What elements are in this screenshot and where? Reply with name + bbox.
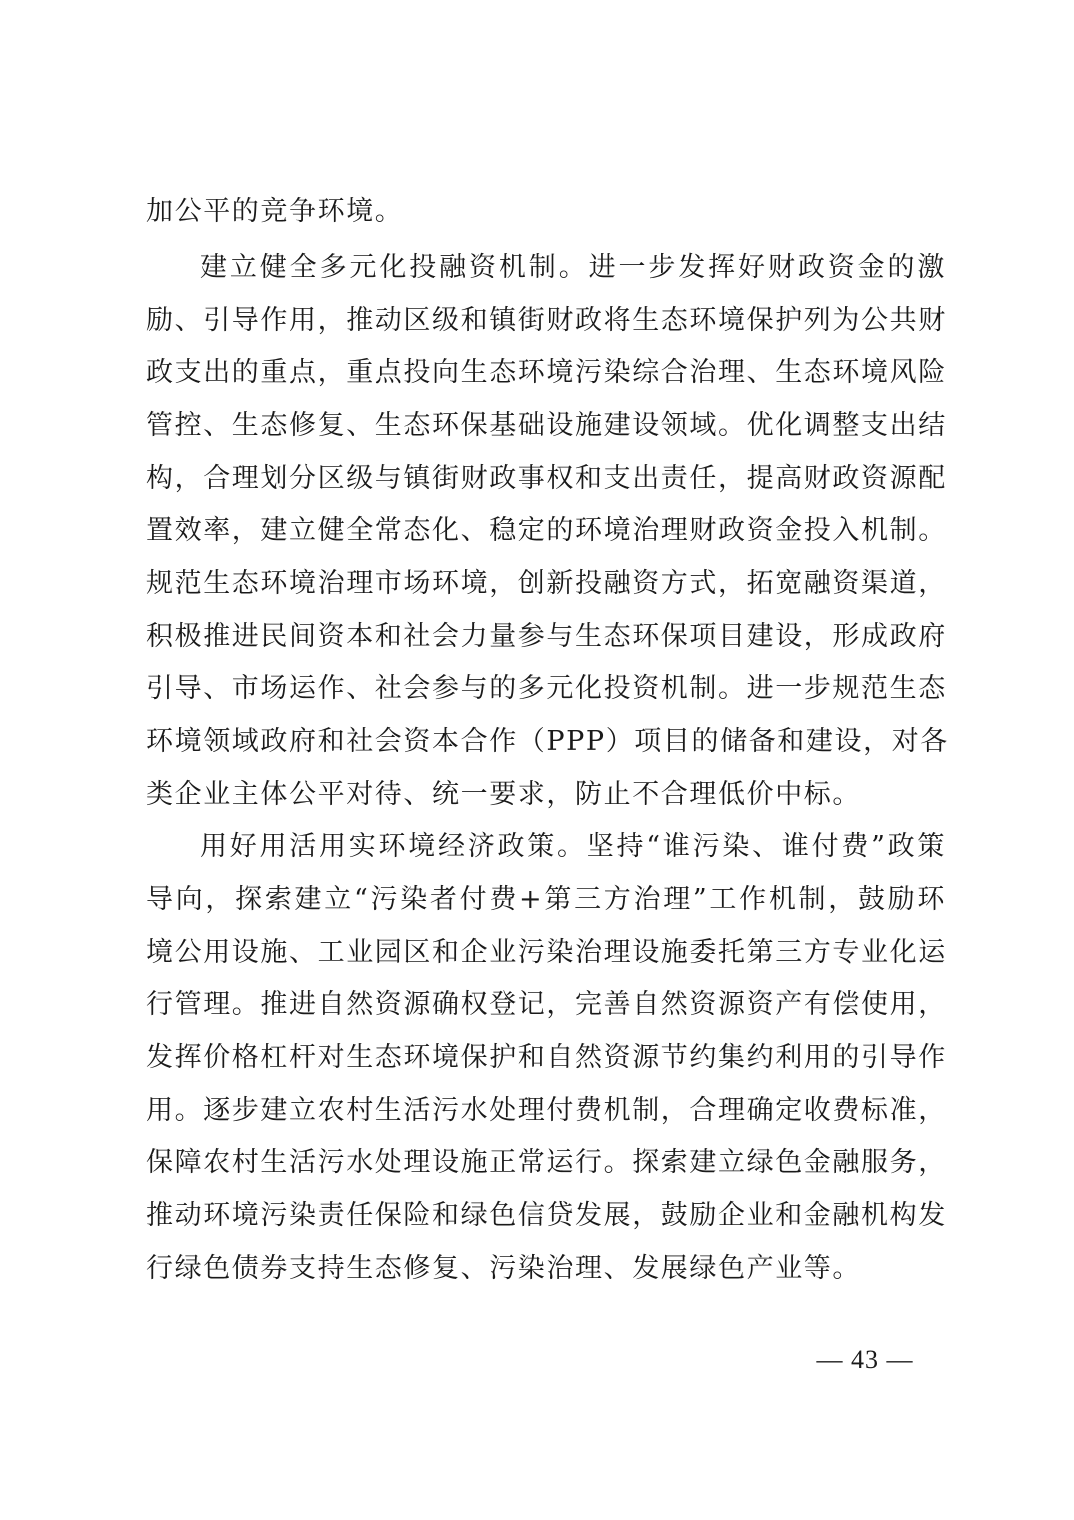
text-line: 保障农村生活污水处理设施正常运行。探索建立绿色金融服务， bbox=[146, 1147, 947, 1178]
text-line: 行绿色债券支持生态修复、污染治理、发展绿色产业等。 bbox=[146, 1253, 861, 1284]
text-line: 置效率，建立健全常态化、稳定的环境治理财政资金投入机制。 bbox=[146, 515, 947, 546]
text-line: 构，合理划分区级与镇街财政事权和支出责任，提高财政资源配 bbox=[146, 463, 947, 494]
text-line: 类企业主体公平对待、统一要求，防止不合理低价中标。 bbox=[146, 779, 861, 810]
text-line: 发挥价格杠杆对生态环境保护和自然资源节约集约利用的引导作 bbox=[146, 1042, 947, 1073]
text-line: 导向，探索建立“污染者付费+第三方治理”工作机制，鼓励环 bbox=[146, 884, 946, 915]
text-line: 加公平的竞争环境。 bbox=[146, 196, 404, 227]
text-line: 励、引导作用，推动区级和镇街财政将生态环境保护列为公共财 bbox=[146, 305, 947, 336]
text-line: 行管理。推进自然资源确权登记，完善自然资源资产有偿使用， bbox=[146, 989, 947, 1020]
text-line: 境公用设施、工业园区和企业污染治理设施委托第三方专业化运 bbox=[146, 937, 947, 968]
paragraph-2-first-line: 用好用活用实环境经济政策。坚持“谁污染、谁付费”政策 bbox=[200, 831, 946, 862]
text-line: 积极推进民间资本和社会力量参与生态环保项目建设，形成政府 bbox=[146, 621, 947, 652]
text-line: 用。逐步建立农村生活污水处理付费机制，合理确定收费标准， bbox=[146, 1095, 947, 1126]
page-number: — 43 — bbox=[816, 1345, 914, 1374]
text-line: 政支出的重点，重点投向生态环境污染综合治理、生态环境风险 bbox=[146, 357, 947, 388]
text-line: 推动环境污染责任保险和绿色信贷发展，鼓励企业和金融机构发 bbox=[146, 1200, 947, 1231]
paragraph-1-first-line: 建立健全多元化投融资机制。进一步发挥好财政资金的激 bbox=[200, 252, 946, 283]
text-line: 环境领域政府和社会资本合作（PPP）项目的储备和建设，对各 bbox=[146, 726, 949, 757]
text-line: 管控、生态修复、生态环保基础设施建设领域。优化调整支出结 bbox=[146, 410, 947, 441]
text-line: 引导、市场运作、社会参与的多元化投资机制。进一步规范生态 bbox=[146, 673, 947, 704]
text-line: 规范生态环境治理市场环境，创新投融资方式，拓宽融资渠道， bbox=[146, 568, 947, 599]
